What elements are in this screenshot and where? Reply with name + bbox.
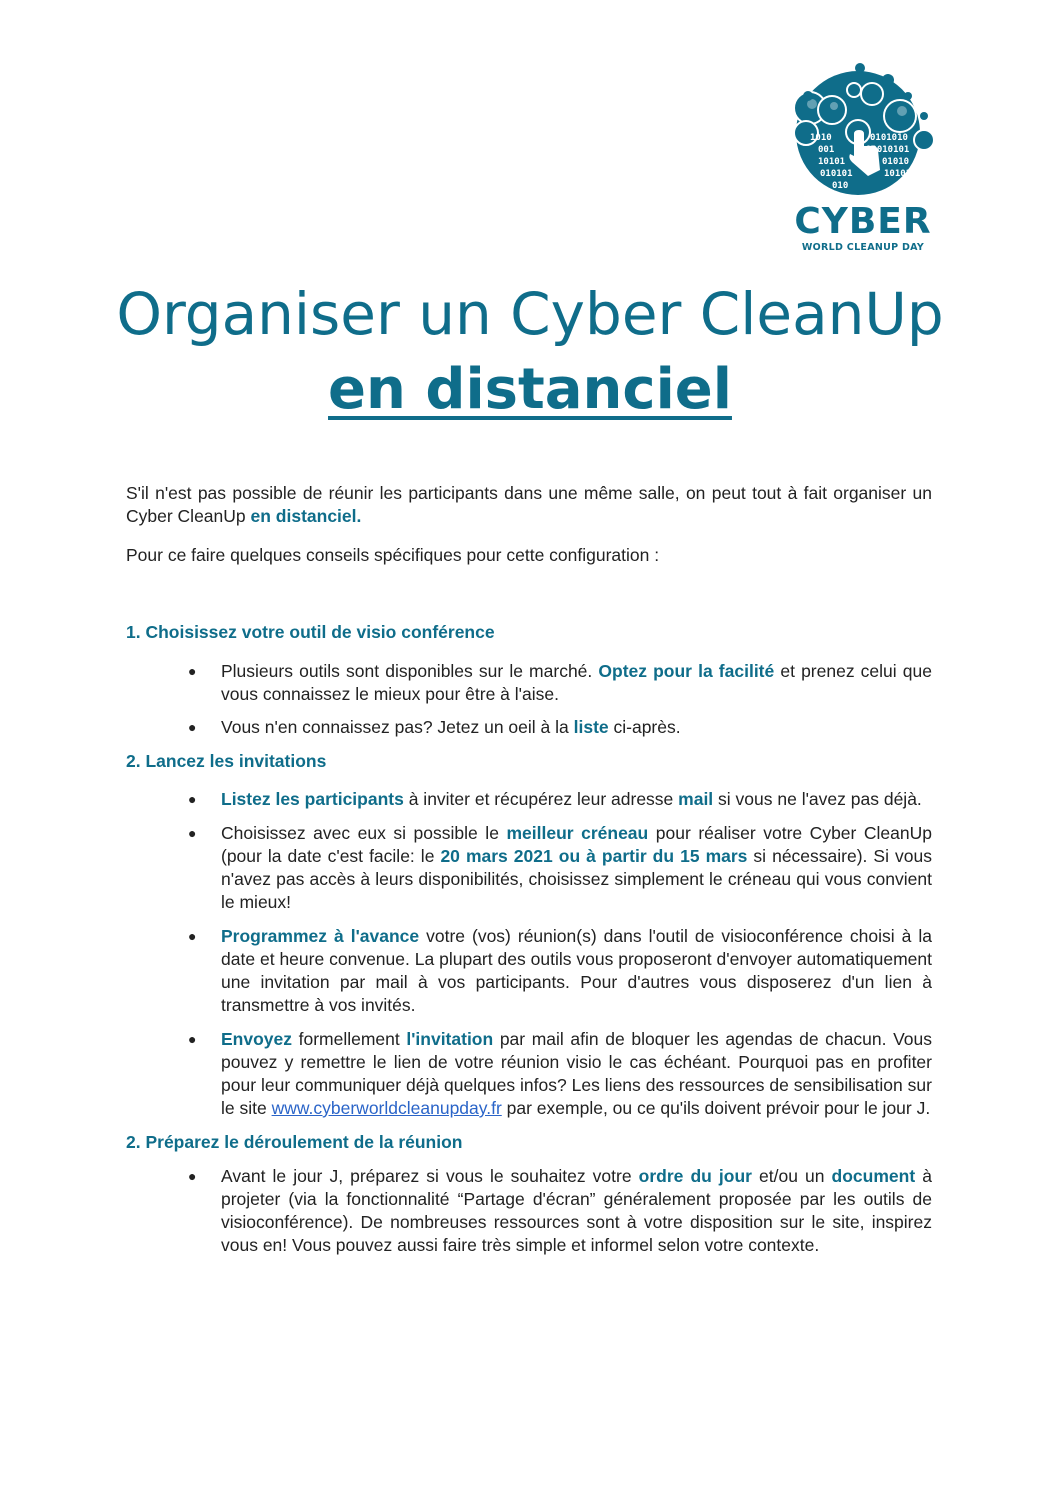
text: formellement — [292, 1029, 407, 1049]
bullet-icon: ● — [188, 1168, 197, 1184]
highlight: liste — [573, 717, 609, 737]
logo-binary-text: 01010 — [882, 157, 910, 167]
intro-paragraph — [126, 482, 932, 528]
text: et/ou un — [751, 1166, 832, 1186]
bullet-icon: ● — [188, 719, 197, 735]
list-item — [126, 1028, 932, 1120]
section-3 — [126, 1131, 932, 1257]
page-title-line2: en distanciel — [328, 357, 732, 422]
highlight: Envoyez — [221, 1029, 292, 1049]
bullet-list — [126, 1165, 932, 1257]
highlight: Programmez à l'avance — [221, 926, 420, 946]
text: si nécessaire). Si vous n'avez pas accès à leurs disponibilités, choisissez simplement le créneau qui vous convient le mieux! — [221, 846, 932, 912]
text: Vous n'en connaissez pas? Jetez un oeil à la — [221, 717, 574, 737]
highlight: mail — [678, 789, 714, 809]
highlight: meilleur créneau — [506, 823, 649, 843]
section-heading: 1. Choisissez votre outil de visio conférence — [126, 622, 495, 642]
bullet-icon: ● — [188, 928, 197, 944]
section-2 — [126, 750, 932, 1120]
text: Choisissez avec eux si possible le — [221, 823, 507, 843]
text: Avant le jour J, préparez si vous le souhaitez votre — [221, 1166, 639, 1186]
text: Plusieurs outils sont disponibles sur le marché. — [221, 661, 599, 681]
section-heading: 2. Préparez le déroulement de la réunion — [126, 1132, 463, 1152]
text: votre (vos) réunion(s) dans l'outil de visioconférence choisi à la date et heure convenue. La plupart des outils vous proposeront d'envoyer automatiquement une invitation par mail à vos participants. Pour d'autres vous disposerez d'un lien à transmettre à vos invités. — [221, 926, 933, 1015]
text: par exemple, ou ce qu'ils doivent prévoir pour le jour J. — [501, 1098, 931, 1118]
list-item — [126, 822, 932, 914]
text: et prenez celui que vous connaissez le mieux pour être à l'aise. — [221, 661, 932, 704]
highlight: ordre du jour — [638, 1166, 752, 1186]
logo-subtitle: WORLD CLEANUP DAY — [801, 242, 925, 253]
intro-highlight: en distanciel. — [250, 506, 362, 526]
intro-text: S'il n'est pas possible de réunir les participants dans une même salle, on peut tout à fait organiser un Cyber CleanUp — [126, 483, 932, 526]
bullet-icon: ● — [188, 825, 197, 841]
bullet-list — [126, 788, 932, 1120]
logo-bubbles-graphic — [788, 58, 938, 203]
logo-binary-text: 1010 — [810, 133, 832, 143]
section-1 — [126, 621, 932, 739]
text: pour réaliser votre Cyber CleanUp (pour la date c'est facile: le — [221, 823, 932, 866]
section-heading: 2. Lancez les invitations — [126, 751, 327, 771]
text: à inviter et récupérez leur adresse — [403, 789, 679, 809]
list-item — [126, 1165, 932, 1257]
logo-binary-text: 10101 — [884, 169, 912, 179]
logo-binary-text: 010 — [832, 181, 849, 191]
bullet-icon: ● — [188, 663, 197, 679]
website-link[interactable]: www.cyberworldcleanupday.fr — [271, 1098, 502, 1118]
highlight: document — [831, 1166, 916, 1186]
text: ci-après. — [608, 717, 681, 737]
text: par mail afin de bloquer les agendas de chacun. Vous pouvez y remettre le lien de votre réunion visio le cas échéant. Pourquoi pas en profiter pour leur communiquer déjà quelques infos? Les liens des ressources de sensibilisation sur le site — [221, 1029, 932, 1118]
logo-binary-text: 010101 — [820, 169, 853, 179]
list-item — [126, 716, 932, 739]
bullet-icon: ● — [188, 791, 197, 807]
page-title-line1: Organiser un Cyber CleanUp — [116, 280, 944, 348]
list-item — [126, 660, 932, 706]
logo-binary-text: 001 — [818, 145, 835, 155]
list-item — [126, 788, 932, 811]
highlight: Listez les participants — [221, 789, 404, 809]
logo-word: CYBER — [794, 201, 932, 242]
list-item — [126, 925, 932, 1017]
page-title — [0, 278, 1060, 430]
logo-binary-text: 0101010 — [870, 133, 908, 143]
text: si vous ne l'avez pas déjà. — [713, 789, 922, 809]
bullet-list — [126, 660, 932, 739]
cyber-world-cleanup-day-logo — [788, 58, 938, 258]
highlight: 20 mars 2021 ou à partir du 15 mars — [440, 846, 748, 866]
bullet-icon: ● — [188, 1031, 197, 1047]
text: à projeter (via la fonctionnalité “Partage d'écran” généralement proposée par les outils de visioconférence). De nombreuses ressources sont à votre disposition sur le site, inspirez vous en! Vous pouvez aussi faire très simple et informel selon votre contexte. — [221, 1166, 932, 1255]
highlight: Optez pour la facilité — [598, 661, 775, 681]
intro-paragraph-2: Pour ce faire quelques conseils spécifiques pour cette configuration : — [126, 545, 660, 565]
logo-binary-text: 10101 — [818, 157, 846, 167]
logo-binary-text: 10010101 — [866, 145, 910, 155]
highlight: l'invitation — [406, 1029, 494, 1049]
document-body — [126, 482, 932, 1257]
